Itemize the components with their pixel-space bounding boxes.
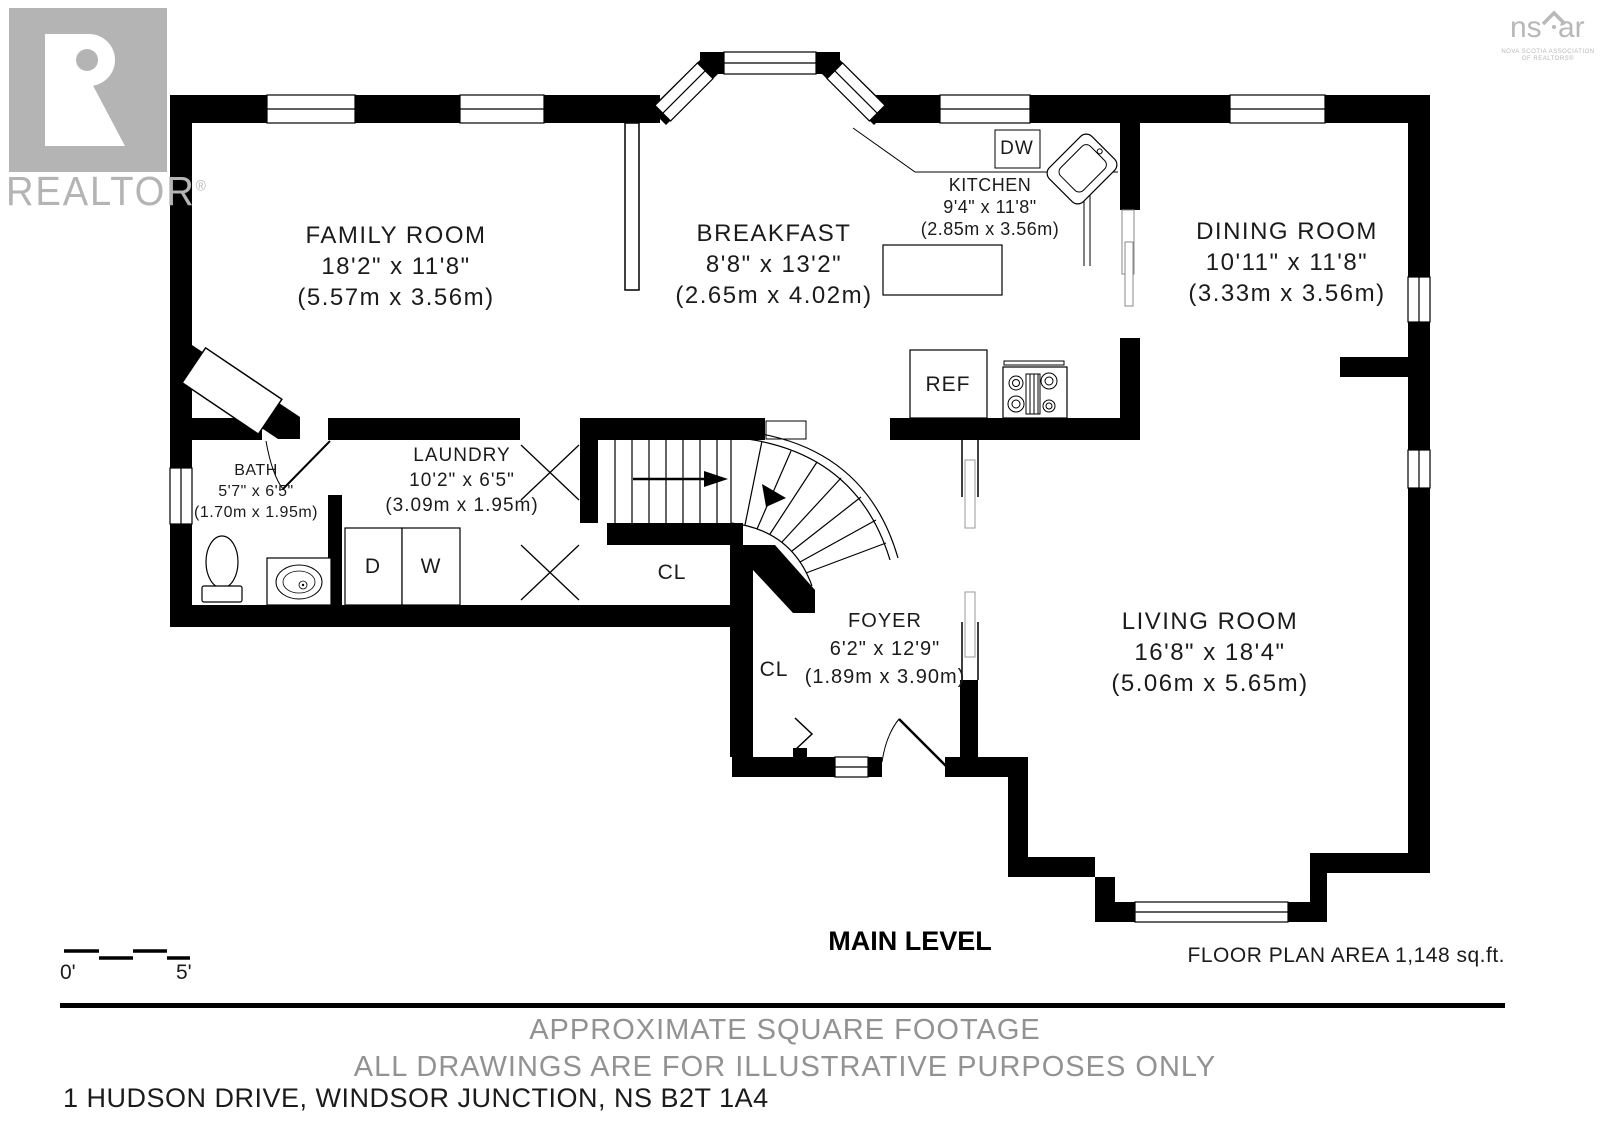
label-closet-foyer: CL — [759, 658, 789, 681]
kitchen-fixtures — [853, 128, 1134, 418]
room-name: LIVING ROOM — [1121, 608, 1299, 635]
room-dims-metric: (2.65m x 4.02m) — [675, 282, 873, 309]
divider-rule — [60, 1003, 1505, 1008]
room-dims-metric: (5.06m x 5.65m) — [1111, 670, 1309, 697]
label-foyer — [805, 607, 966, 691]
room-dims-metric: (1.89m x 3.90m) — [804, 666, 966, 688]
arrow-head-icon — [704, 471, 728, 487]
label-living-room — [1111, 606, 1308, 699]
label-bath — [194, 460, 318, 523]
room-dims-imperial: 18'2" x 11'8" — [321, 253, 471, 280]
laundry-appliances — [345, 528, 460, 605]
label-laundry — [385, 443, 538, 518]
disclaimer-line1: APPROXIMATE SQUARE FOOTAGE — [529, 1014, 1041, 1046]
room-name: FOYER — [848, 610, 922, 632]
floor-plan-area-note: FLOOR PLAN AREA 1,148 sq.ft. — [1187, 944, 1505, 967]
room-dims-metric: (5.57m x 3.56m) — [297, 284, 495, 311]
bay-window-left — [655, 63, 713, 121]
realtor-wordmark: REALTOR® — [6, 168, 208, 214]
front-door — [882, 719, 947, 767]
disclaimer-line2: ALL DRAWINGS ARE FOR ILLUSTRATIVE PURPOSES ONLY — [353, 1051, 1217, 1083]
room-dims-metric: (2.85m x 3.56m) — [920, 219, 1060, 239]
room-name: KITCHEN — [948, 175, 1032, 195]
scale-five-label: 5' — [176, 961, 192, 984]
pocket-door-kitchen-dining — [1122, 210, 1134, 306]
room-dims-imperial: 6'2" x 12'9" — [829, 638, 941, 660]
room-dims-imperial: 10'11" x 11'8" — [1205, 249, 1369, 276]
toilet-bowl — [206, 536, 238, 588]
room-dims-imperial: 16'8" x 18'4" — [1134, 639, 1286, 666]
room-dims-imperial: 8'8" x 13'2" — [705, 251, 843, 278]
room-dims-metric: (3.33m x 3.56m) — [1188, 280, 1386, 307]
window — [1230, 95, 1325, 123]
room-dims-metric: (3.09m x 1.95m) — [385, 495, 539, 516]
label-closet-hall: CL — [657, 561, 687, 584]
scale-zero-label: 0' — [60, 961, 76, 984]
room-name: LAUNDRY — [413, 445, 511, 466]
bath-fixtures — [202, 536, 331, 605]
dining-window — [1408, 277, 1430, 322]
nsar-caption-line2: OF REALTORS® — [1521, 56, 1575, 62]
svg-text:ar: ar — [1558, 11, 1585, 44]
bay-window-top — [724, 52, 816, 74]
bath-window — [170, 468, 192, 524]
room-dims-metric: (1.70m x 1.95m) — [194, 504, 318, 521]
half-wall-breakfast — [625, 123, 639, 290]
registered-icon: ® — [195, 177, 208, 195]
kitchen-island — [883, 245, 1002, 295]
label-washer: W — [420, 555, 442, 578]
nsar-caption-line1: NOVA SCOTIA ASSOCIATION — [1501, 49, 1595, 55]
foyer-sidelight — [835, 757, 868, 777]
room-name: BREAKFAST — [696, 220, 852, 247]
window — [940, 95, 1030, 123]
room-dims-imperial: 10'2" x 6'5" — [409, 470, 515, 491]
room-dims-imperial: 9'4" x 11'8" — [943, 197, 1037, 217]
stove — [1003, 361, 1067, 418]
label-family-room — [297, 220, 494, 313]
level-title: MAIN LEVEL — [828, 926, 992, 956]
nsar-wordmark-icon — [1496, 8, 1600, 44]
living-side-window — [1408, 450, 1430, 488]
bifold-closet-door — [795, 718, 812, 750]
room-name: FAMILY ROOM — [305, 222, 487, 249]
scale-bar — [64, 951, 190, 958]
winder-arrow-icon — [762, 484, 786, 507]
room-dims-imperial: 5'7" x 6'5" — [218, 483, 294, 500]
realtor-r-icon — [9, 8, 167, 172]
nsar-logo — [1496, 8, 1600, 63]
label-dining-room — [1188, 216, 1385, 309]
realtor-logo — [9, 8, 167, 172]
svg-text:ns: ns — [1510, 11, 1542, 44]
property-address: 1 HUDSON DRIVE, WINDSOR JUNCTION, NS B2T 1A4 — [63, 1083, 769, 1113]
label-breakfast — [675, 218, 872, 311]
window — [460, 95, 544, 123]
living-front-window — [1135, 902, 1288, 922]
label-dryer: D — [364, 555, 382, 578]
label-dishwasher: DW — [1000, 138, 1034, 159]
bay-window-right — [827, 63, 885, 121]
room-name: BATH — [234, 462, 278, 479]
window — [267, 95, 355, 123]
room-name: DINING ROOM — [1196, 218, 1378, 245]
label-kitchen — [921, 174, 1060, 240]
toilet-tank — [202, 586, 242, 602]
label-refrigerator: REF — [925, 373, 971, 396]
